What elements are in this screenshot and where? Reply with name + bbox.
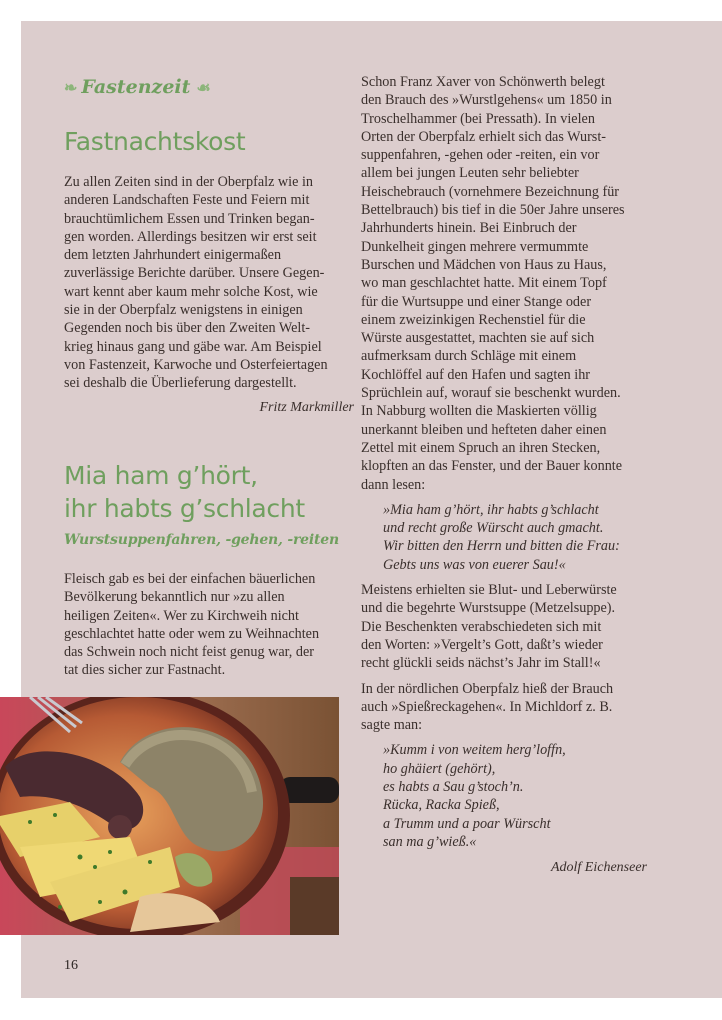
intro-paragraph	[64, 173, 354, 417]
text-line: Heischebrauch (vornehmere Bezeichnung für	[361, 183, 620, 200]
page-number: 16	[64, 958, 78, 973]
text-line: Orten der Oberpfalz erhielt sich das Wurst-	[361, 128, 606, 145]
text-line: sie in der Oberpfalz wenigstens in einigen	[64, 302, 303, 319]
text-line: tat dies sicher zur Fastnacht.	[64, 662, 226, 679]
metzelsuppe-paragraph	[361, 581, 661, 672]
text-line: geschlachtet hatte oder wem zu Weihnachten	[64, 625, 320, 642]
text-line: Fleisch gab es bei der einfachen bäuerlichen	[64, 571, 316, 587]
schoenwerth-paragraph	[361, 73, 661, 877]
verse-line: san ma g’wieß.«	[383, 833, 477, 850]
book-page	[21, 21, 722, 998]
text-line: In Nabburg wollten die Maskierten völlig	[361, 403, 597, 420]
verse-nabburg	[361, 501, 661, 574]
text-line: Meistens erhielten sie Blut- und Leberwürste	[361, 582, 617, 599]
text-line: Zu allen Zeiten sind in der Oberpfalz wie in	[64, 174, 313, 190]
text-line: Troschelhammer (bei Pressath). In vielen	[361, 110, 595, 127]
text-line: wart kennt aber kaum mehr solche Kost, wie	[64, 283, 318, 300]
text-line: gen worden. Allerdings besitzen wir erst seit	[64, 228, 317, 245]
text-line: Jahrhunderts hinein. Bei Einbruch der	[361, 220, 577, 237]
ornament-right-icon: ☙	[196, 77, 209, 97]
text-line: Sprüchlein auf, worauf sie beschenkt wurden.	[361, 385, 621, 402]
text-line: den Worten: »Vergelt’s Gott, daßt’s wieder	[361, 636, 603, 653]
text-line: Dunkelheit gingen mehrere vermummte	[361, 238, 589, 255]
verse-line: und recht große Würscht auch gmacht.	[383, 520, 604, 537]
text-line: Die Beschenkten verabschiedeten sich mit	[361, 618, 602, 635]
heading-fastnachtskost: Fastnachtskost	[64, 127, 246, 156]
text-line: auch »Spießreckagehen«. In Michldorf z. B.	[361, 698, 613, 715]
text-line: sagte man:	[361, 717, 423, 734]
verse-line: ho ghäiert (gehört),	[383, 760, 496, 777]
text-line: wo man geschlachtet hatte. Mit einem Topf	[361, 275, 607, 292]
verse-line: a Trumm und a poar Würscht	[383, 815, 551, 832]
verse-line: »Mia ham g’hört, ihr habts g’schlacht	[383, 501, 599, 518]
text-line: und die begehrte Wurstsuppe (Metzelsuppe).	[361, 600, 616, 617]
sausage-pan-illustration	[0, 697, 339, 935]
text-line: Schon Franz Xaver von Schönwerth belegt	[361, 74, 605, 90]
text-line: Kochlöffel auf den Hafen und sagten ihr	[361, 366, 591, 383]
text-line: krieg hinaus gang und gäbe war. Am Beispiel	[64, 338, 322, 355]
ornament-left-icon: ❧	[64, 77, 76, 97]
text-line: Burschen und Mädchen von Haus zu Haus,	[361, 256, 607, 273]
section-kicker	[64, 76, 209, 98]
heading-mia-ham-ghoert	[64, 459, 305, 525]
text-line: von Fastenzeit, Karwoche und Osterfeiertagen	[64, 356, 328, 373]
text-line: klopften an das Fenster, und der Bauer konnte	[361, 458, 623, 475]
fleisch-paragraph	[64, 570, 354, 680]
spiessreckagehen-paragraph	[361, 680, 661, 735]
verse-line: »Kumm i von weitem herg’loffn,	[383, 742, 566, 759]
text-line: allem bei jungen Leuten sehr beliebter	[361, 165, 579, 182]
kicker-label: Fastenzeit	[81, 76, 191, 98]
text-line: suppenfahren, -gehen oder -reiten, ein vor	[361, 147, 600, 164]
text-line: Gegenden noch bis über den Zweiten Welt-	[64, 320, 311, 337]
text-line: einem zweizinkigen Rechenstiel für die	[361, 311, 586, 328]
text-line: dann lesen:	[361, 476, 426, 493]
text-line: unerkannt bleiben und hefteten daher einen	[361, 421, 607, 438]
author-adolf-eichenseer: Adolf Eichenseer	[550, 860, 647, 876]
text-line: sei deshalb die Überlieferung dargestellt.	[64, 375, 297, 392]
text-line: Bevölkerung bekanntlich nur »zu allen	[64, 589, 285, 606]
text-line: Zettel mit einem Spruch an ihren Stecken,	[361, 439, 601, 456]
text-line: In der nördlichen Oberpfalz hieß der Brauch	[361, 680, 614, 697]
food-photo	[0, 697, 339, 935]
text-line: heiligen Zeiten«. Wer zu Kirchweih nicht	[64, 607, 299, 624]
heading-line: ihr habts g’schlacht	[64, 494, 305, 523]
verse-line: es habts a Sau g’stoch’n.	[383, 778, 524, 795]
verse-line: Rücka, Racka Spieß,	[383, 797, 500, 814]
text-line: das Schwein noch nicht feist genug war, der	[64, 644, 315, 661]
text-line: zuverlässige Berichte darüber. Unsere Gegen-	[64, 265, 325, 282]
heading-line: Mia ham g’hört,	[64, 461, 258, 490]
text-line: den Brauch des »Wurstlgehens« um 1850 in	[361, 92, 612, 109]
subheading-wurstsuppenfahren: Wurstsuppenfahren, -gehen, -reiten	[64, 532, 339, 548]
text-line: recht glückli seids nächst’s Jahr im Stall!«	[361, 655, 601, 672]
text-line: Bettelbrauch) bis tief in die 50er Jahre unseres	[361, 202, 625, 219]
text-line: aufmerksam durch Schläge mit einem	[361, 348, 577, 365]
verse-line: Wir bitten den Herrn und bitten die Frau:	[383, 538, 620, 555]
text-line: anderen Landschaften Feste und Feiern mit	[64, 192, 310, 209]
verse-michldorf	[361, 741, 661, 851]
text-line: dem letzten Jahrhundert einigermaßen	[64, 247, 282, 264]
text-line: Würste ausgestattet, machten sie auf sich	[361, 330, 595, 347]
text-line: brauchtümlichem Essen und Trinken began-	[64, 210, 315, 227]
author-fritz-markmiller: Fritz Markmiller	[259, 399, 354, 415]
verse-line: Gebts uns was von euerer Sau!«	[383, 556, 566, 573]
text-line: für die Wurtsuppe und einer Stange oder	[361, 293, 592, 310]
